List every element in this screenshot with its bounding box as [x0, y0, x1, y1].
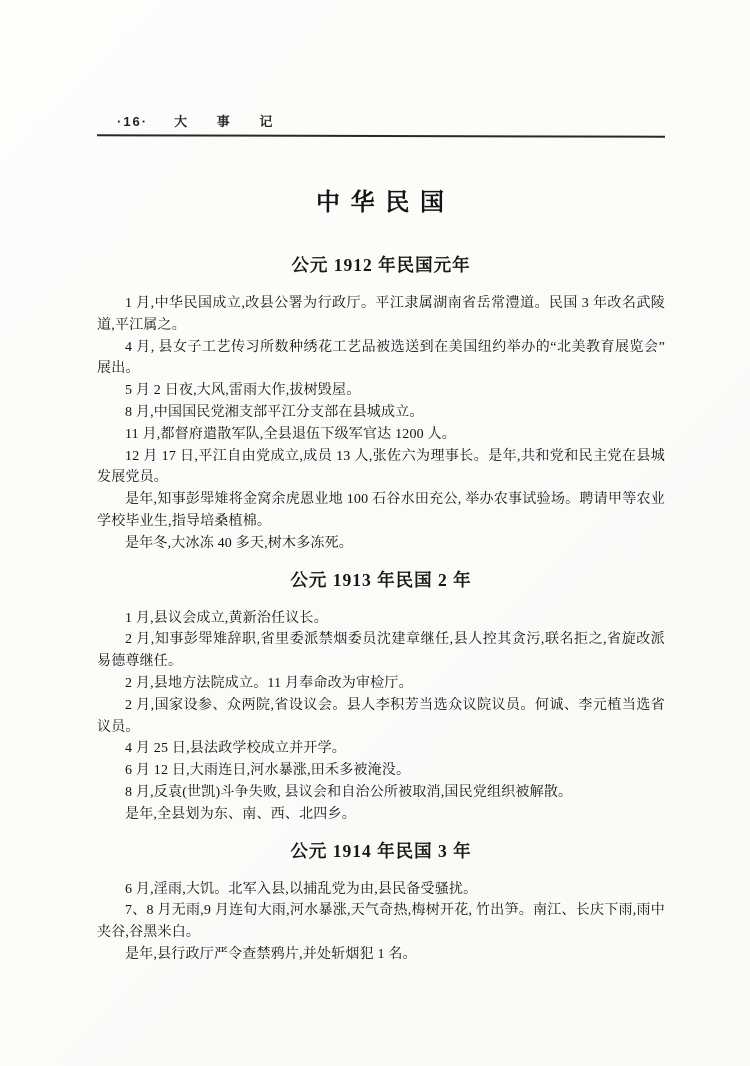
page-content-column	[97, 0, 665, 966]
paragraph: 5 月 2 日夜,大风,雷雨大作,拔树毁屋。	[125, 383, 361, 399]
document-title: 中 华 民 国	[315, 189, 446, 216]
paragraph: 4 月 25 日,县法政学校成立并开学。	[125, 741, 346, 757]
header-rule	[97, 134, 665, 137]
paragraph: 是年冬,大冰冻 40 多天,树木多冻死。	[125, 535, 353, 551]
paragraph: 7、8 月无雨,9 月连旬大雨,河水暴涨,天气奇热,梅树开花, 竹出笋。南江、长庆下雨,雨中夹谷,谷黑米白。	[97, 903, 665, 941]
section-heading-1913: 公元 1913 年民国 2 年	[290, 569, 472, 590]
section-heading-1912: 公元 1912 年民国元年	[291, 255, 471, 275]
paragraph: 2 月,知事彭斝雉辞职,省里委派禁烟委员沈建章继任,县人控其贪污,联名拒之,省旋改派易德尊继任。	[97, 632, 665, 670]
paragraph: 12 月 17 日,平江自由党成立,成员 13 人,张佐六为理事长。是年,共和党和民主党在县城发展党员。	[97, 448, 665, 486]
paragraph: 1 月,中华民国成立,改县公署为行政厅。平江隶属湖南省岳常澧道。民国 3 年改名武陵道,平江属之。	[97, 296, 665, 333]
running-head	[97, 111, 665, 130]
paragraph: 是年,县行政厅严令查禁鸦片,并处斩烟犯 1 名。	[125, 946, 417, 962]
paragraph: 4 月, 县女子工艺传习所数种绣花工艺品被选送到在美国纽约举办的“北美教育展览会”展出。	[97, 339, 665, 377]
section-1914	[97, 841, 665, 966]
page-number: ·16·	[117, 114, 149, 129]
paragraph: 是年,知事彭斝雉将金窝余虎恩业地 100 石谷水田充公, 举办农事试验场。聘请甲等农业学校毕业生,指导培桑植棉。	[97, 492, 665, 529]
chapter-title: 大 事 记	[174, 114, 286, 129]
paragraph: 8 月,中国国民党湘支部平江分支部在县城成立。	[125, 404, 424, 420]
paragraph: 6 月 12 日,大雨连日,河水暴涨,田禾多被淹没。	[125, 763, 411, 779]
paragraph: 是年,全县划为东、南、西、北四乡。	[125, 806, 356, 822]
section-1912	[97, 255, 665, 555]
paragraph: 11 月,都督府遣散军队,全县退伍下级军官达 1200 人。	[125, 426, 456, 442]
section-1913	[97, 570, 665, 826]
paragraph: 6 月,淫雨,大饥。北军入县,以捕乱党为由,县民备受骚扰。	[125, 881, 478, 897]
section-heading-1914: 公元 1914 年民国 3 年	[290, 840, 472, 861]
paragraph: 2 月,国家设参、众两院,省设议会。县人李积芳当选众议院议员。何诚、李元植当选省议员。	[97, 697, 665, 735]
paragraph: 8 月,反袁(世凯)斗争失败, 县议会和自治公所被取消,国民党组织被解散。	[125, 784, 573, 800]
paragraph: 1 月,县议会成立,黄新治任议长。	[125, 610, 328, 626]
paragraph: 2 月,县地方法院成立。11 月奉命改为审检厅。	[125, 675, 413, 691]
